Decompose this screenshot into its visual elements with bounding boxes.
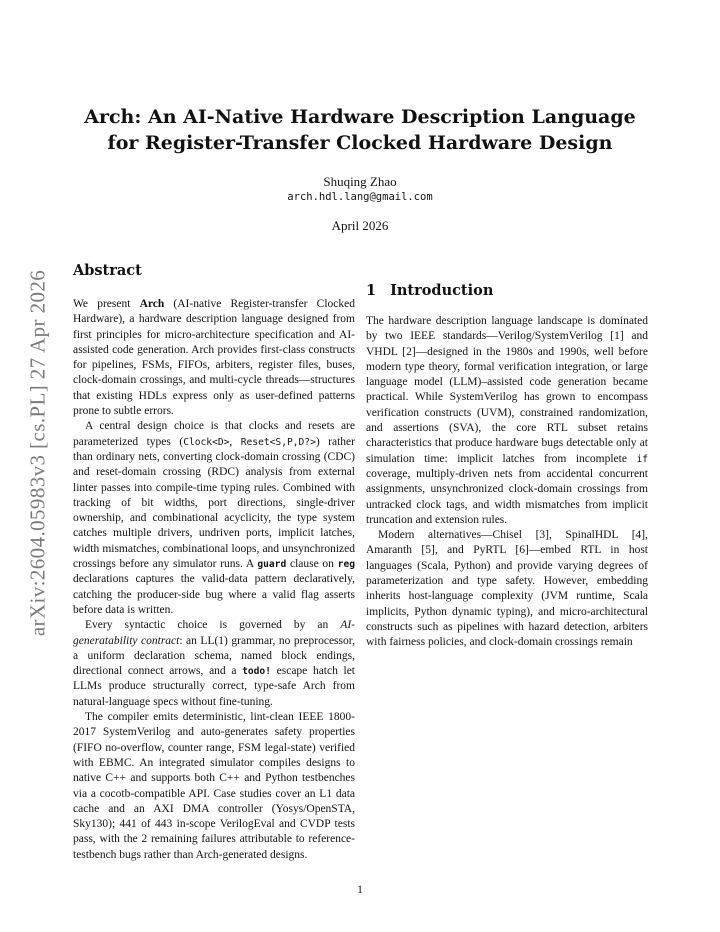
introduction-paragraph-2: Modern alternatives—Chisel [3], SpinalHDL [4], Amaranth [5], and PyRTL [6]—embed RTL in host languages (Scala, Python) and provide varying degrees of parameterization and type safety. However, embedding inherits host-language complexity (JVM runtime, Scala implicits, Python dynamic typing), and micro-architectural constructs such as pipelines with hazard detection, arbiters with fairness policies, and clock-domain crossings remain	[366, 529, 648, 649]
code-if-keyword: if	[636, 453, 648, 465]
ai-generatability-contract: AI-generatability contract	[73, 619, 355, 647]
right-column	[366, 265, 648, 651]
title-line-1: Arch: An AI-Native Hardware Description Language	[84, 106, 636, 128]
section-number: 1	[366, 282, 377, 299]
page-number: 1	[357, 884, 363, 896]
paper-title	[70, 104, 650, 156]
introduction-paragraph-1: The hardware description language landscape is dominated by two IEEE standards—Verilog/SystemVerilog [1] and VHDL [2]—designed in the 1980s and 1990s, well before modern type theory, formal verification integration, or large language model (LLM)–assisted code generation became practical. While SystemVerilog has grown to encompass verification constructs (UVM), constrained randomization, and assertions (SVA), the core RTL subset retains characteristics that produce hardware bugs detectable only at simulation time: implicit latches from incomplete if coverage, multiply-driven nets from accidental concurrent assignments, unsynchronized clock-domain crossings from untracked clock tags, and width mismatches from implicit truncation and extension rules.	[366, 315, 648, 526]
arch-name: Arch	[139, 298, 165, 310]
code-todo-keyword: todo!	[242, 666, 271, 678]
arxiv-identifier: arXiv:2604.05983v3 [cs.PL] 27 Apr 2026	[25, 269, 50, 637]
abstract-paragraph-1: We present Arch (AI-native Register-transfer Clocked Hardware), a hardware description language designed from first principles for micro-architecture specification and AI-assisted code generation. Arch provides first-class constructs for pipelines, FSMs, FIFOs, arbiters, register files, buses, clock-domain crossings, and multi-cycle threads—structures that existing HDLs express only as user-defined patterns prone to subtle errors.	[73, 298, 355, 418]
code-guard-keyword: guard	[257, 559, 287, 571]
title-line-2: for Register-Transfer Clocked Hardware Design	[107, 132, 613, 154]
code-clock-type: Clock<D>	[183, 436, 230, 448]
left-column	[73, 262, 355, 863]
abstract-paragraph-4: The compiler emits deterministic, lint-clean IEEE 1800-2017 SystemVerilog and auto-generates safety properties (FIFO no-overflow, counter range, FSM legal-state) verified with EBMC. An integrated simulator compiles designs to native C++ and supports both C++ and Python testbenches via a cocotb-compatible API. Case studies cover an L1 data cache and an AXI DMA controller (Yosys/OpenSTA, Sky130); 441 of 443 in-scope VerilogEval and CVDP tests pass, with the 2 remaining failures attributable to reference-testbench bugs rather than Arch-generated designs.	[73, 711, 355, 861]
abstract-paragraph-2: A central design choice is that clocks and resets are parameterized types (Clock<D>, Reset<S,P,D?>) rather than ordinary nets, converting clock-domain crossing (CDC) and reset-domain crossing (RDC) analysis from external linter passes into compile-time typing rules. Combined with tracking of bit widths, port directions, single-driver ownership, and combinational acyclicity, the type system catches multiple drivers, undriven ports, implicit latches, width mismatches, combinational loops, and unsynchronized crossings before any simulator runs. A guard clause on reg declarations captures the valid-data pattern declaratively, catching the producer-side bug where a valid flag asserts before data is written.	[73, 420, 355, 616]
introduction-heading: 1 Introduction	[366, 282, 494, 299]
author-email: arch.hdl.lang@gmail.com	[287, 191, 433, 203]
code-reset-type: Reset<S,P,D?>	[240, 436, 316, 448]
abstract-heading: Abstract	[73, 262, 142, 279]
abstract-paragraph-3: Every syntactic choice is governed by an AI-generatability contract: an LL(1) grammar, no preprocessor, a uniform declaration schema, named block endings, directional connect arrows, and a todo! escape hatch let LLMs produce structurally correct, type-safe Arch from natural-language specs without fine-tuning.	[73, 619, 355, 708]
publication-date: April 2026	[331, 218, 389, 233]
author-name: Shuqing Zhao	[323, 174, 397, 189]
code-reg-keyword: reg	[337, 559, 355, 571]
